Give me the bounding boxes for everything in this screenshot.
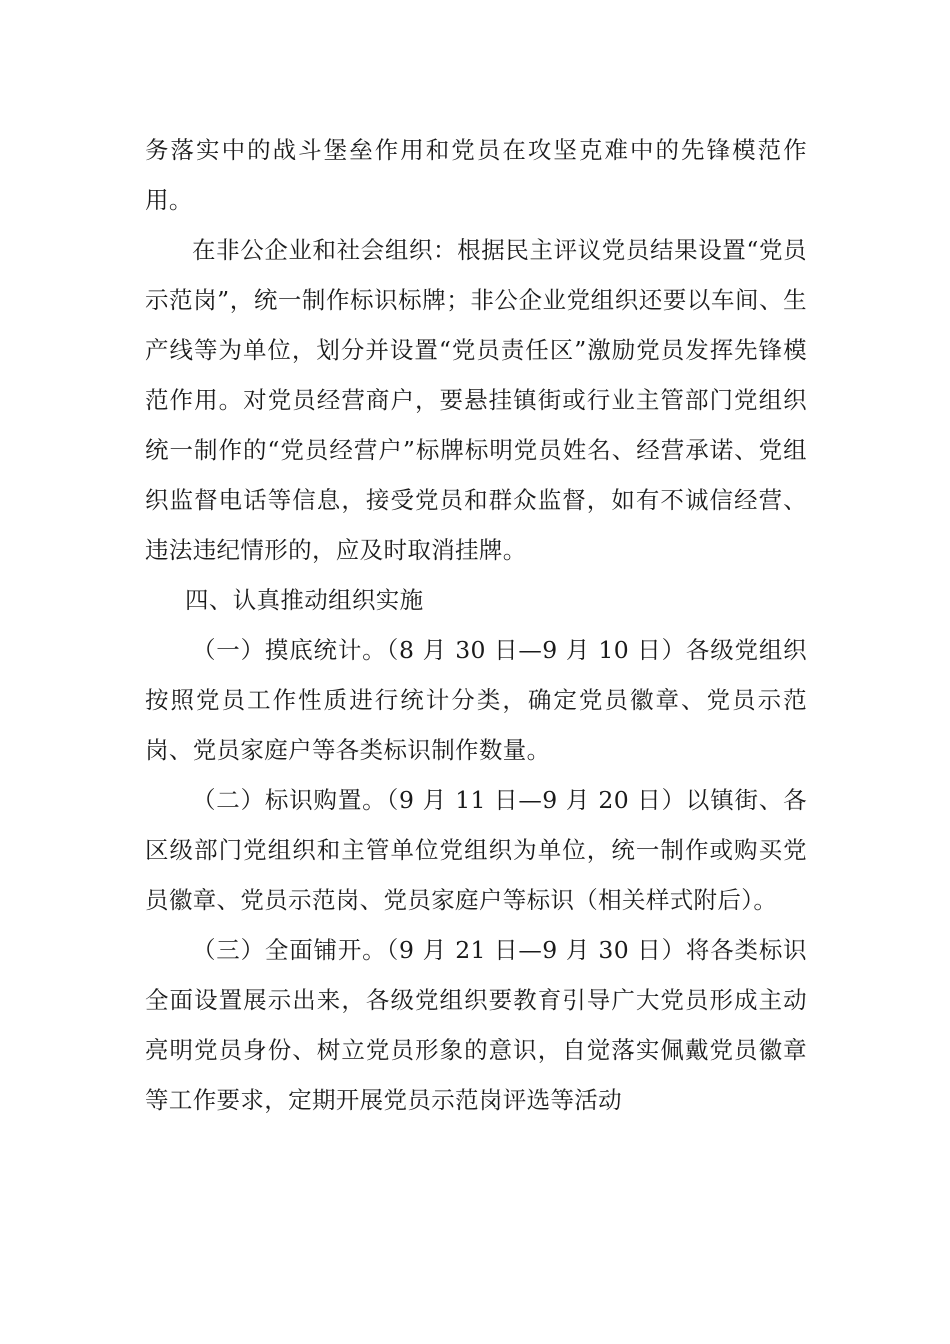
paragraph-non-public-enterprises: 在非公企业和社会组织：根据民主评议党员结果设置“党员示范岗”，统一制作标识标牌；非公企业党组织还要以车间、生产线等为单位，划分并设置“党员责任区”激励党员发挥先锋模范作用。对党员经营商户，要悬挂镇街或行业主管部门党组织统一制作的“党员经营户”标牌标明党员姓名、经营承诺、党组织监督电话等信息，接受党员和群众监督，如有不诚信经营、违法违纪情形的，应及时取消挂牌。	[145, 236, 807, 564]
paragraph-continuation: 务落实中的战斗堡垒作用和党员在攻坚克难中的先锋模范作用。	[145, 136, 807, 214]
paragraph-step-one: （一）摸底统计。（8 月 30 日—9 月 10 日）各级党组织按照党员工作性质进行统计分类，确定党员徽章、党员示范岗、党员家庭户等各类标识制作数量。	[145, 636, 807, 764]
paragraph-step-three: （三）全面铺开。（9 月 21 日—9 月 30 日）将各类标识全面设置展示出来，各级党组织要教育引导广大党员形成主动亮明党员身份、树立党员形象的意识，自觉落实佩戴党员徽章等工作要求，定期开展党员示范岗评选等活动	[145, 936, 807, 1114]
section-heading-four: 四、认真推动组织实施	[185, 586, 424, 614]
body-text	[145, 125, 807, 1125]
paragraph-step-two: （二）标识购置。（9 月 11 日—9 月 20 日）以镇街、各区级部门党组织和主管单位党组织为单位，统一制作或购买党员徽章、党员示范岗、党员家庭户等标识（相关样式附后）。	[145, 786, 807, 914]
